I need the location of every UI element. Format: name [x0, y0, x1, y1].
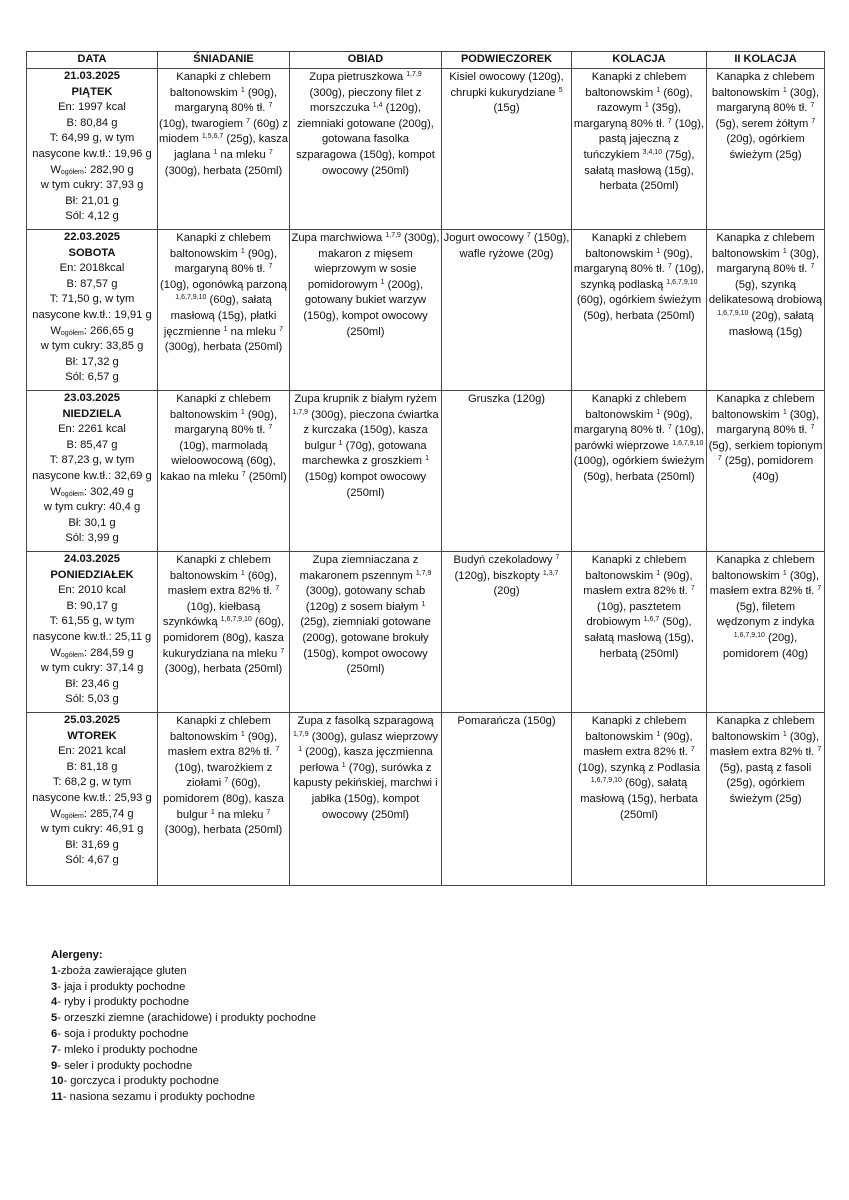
meal-cell-afternoon-snack — [442, 230, 572, 391]
nutrition-stat: w tym cukry: 40,4 g — [43, 501, 141, 514]
meal-cell-second-dinner — [707, 230, 825, 391]
meal-cell-breakfast — [158, 713, 290, 886]
allergen-number: 4 — [51, 996, 58, 1009]
meal-description: Zupa z fasolką szparagową $^{1,7,9}$ (300g), gulasz wieprzowy $^1$ (200g), kasza jęczmienna perłowa $^1$ (70g), surówka z kapusty pekińskiej, marchwi i jabłka (150g), kompot owocowy (250ml) — [293, 715, 438, 821]
nutrition-stat: B: 81,18 g — [66, 760, 118, 773]
allergen-item — [51, 1043, 316, 1059]
day-summary-cell — [27, 391, 158, 552]
column-header-dinner: KOLACJA — [572, 52, 707, 69]
nutrition-stat: Bł: 23,46 g — [65, 677, 119, 690]
nutrition-stat: w tym cukry: 33,85 g — [40, 340, 144, 353]
allergen-description: - orzeszki ziemne (arachidowe) i produkty pochodne — [57, 1012, 316, 1025]
meal-cell-second-dinner — [707, 391, 825, 552]
day-name: PONIEDZIAŁEK — [50, 568, 134, 581]
day-row — [27, 713, 825, 886]
nutrition-stat: $W_{ogółem}$: 285,74 g — [50, 807, 134, 820]
nutrition-stat: En: 2010 kcal — [58, 584, 126, 597]
meal-description: Kanapki z chlebem baltonowskim $^1$ (90g), margaryną 80% tł. $^7$ (10g), parówki wieprzowe $^{1,6,7,9,10}$ (100g), ogórkiem świeżym (50g), herbata (250ml) — [573, 393, 705, 483]
column-header-afternoon-snack: PODWIECZOREK — [442, 52, 572, 69]
nutrition-stat: $W_{ogółem}$: 266,65 g — [50, 324, 134, 337]
nutrition-stat: En: 1997 kcal — [58, 101, 126, 114]
allergen-description: - gorczyca i produkty pochodne — [63, 1075, 219, 1088]
nutrition-stat: Bł: 30,1 g — [68, 516, 116, 529]
nutrition-stat: T: 68,2 g, w tym nasycone kw.tł.: 25,93 g — [32, 776, 152, 804]
day-row — [27, 69, 825, 230]
allergen-list — [51, 964, 316, 1106]
day-date: 24.03.2025 — [64, 553, 120, 565]
day-summary-cell — [27, 230, 158, 391]
allergen-item — [51, 1027, 316, 1043]
allergen-legend-title: Alergeny: — [51, 949, 103, 961]
nutrition-stat: B: 85,47 g — [66, 438, 118, 451]
meal-cell-breakfast — [158, 391, 290, 552]
meal-cell-afternoon-snack — [442, 69, 572, 230]
meal-description: Jogurt owocowy $^7$ (150g), wafle ryżowe (20g) — [443, 232, 570, 260]
nutrition-stat: En: 2261 kcal — [58, 423, 126, 436]
meal-plan-table — [26, 51, 825, 886]
meal-cell-breakfast — [158, 69, 290, 230]
nutrition-stat: T: 61,55 g, w tym nasycone kw.tł.: 25,11 g — [32, 615, 152, 643]
meal-description: Kanapki z chlebem baltonowskim $^1$ (90g), margaryną 80% tł. $^7$ (10g), marmoladą wieloowocową (60g), kakao na mleku $^7$ (250ml) — [160, 393, 287, 483]
allergen-description: - jaja i produkty pochodne — [57, 980, 186, 993]
column-header-date: DATA — [27, 52, 158, 69]
nutrition-stat: B: 87,57 g — [66, 277, 118, 290]
meal-description: Kanapka z chlebem baltonowskim $^1$ (30g), margaryną 80% tł. $^7$ (5g), szynką delikatesową drobiową $^{1,6,7,9,10}$ (20g), sałatą masłową (15g) — [708, 232, 823, 338]
nutrition-stat: B: 90,17 g — [66, 599, 118, 612]
meal-cell-dinner — [572, 552, 707, 713]
meal-description: Pomarańcza (150g) — [457, 715, 556, 727]
nutrition-stat: Sól: 3,99 g — [65, 532, 119, 545]
meal-cell-breakfast — [158, 552, 290, 713]
nutrition-stat: Bł: 17,32 g — [65, 355, 119, 368]
allergen-item — [51, 964, 316, 980]
meal-description: Zupa marchwiowa $^{1,7,9}$ (300g), makaron z mięsem wieprzowym w sosie pomidorowym $^1$ (200g), gotowany bukiet warzyw (150g), kompot owocowy (250ml) — [291, 232, 440, 338]
nutrition-stat: Sól: 4,67 g — [65, 854, 119, 867]
allergen-description: - soja i produkty pochodne — [57, 1027, 189, 1040]
meal-cell-afternoon-snack — [442, 391, 572, 552]
meal-description: Zupa pietruszkowa $^{1,7,9}$ (300g), pieczony filet z morszczuka $^{1,4}$ (120g), ziemniaki gotowane (200g), gotowana fasolka szparagowa (150g), kompot owocowy (250ml) — [296, 71, 435, 177]
nutrition-stat: T: 64,99 g, w tym nasycone kw.tł.: 19,96 g — [32, 132, 152, 160]
meal-description: Gruszka (120g) — [467, 393, 546, 405]
meal-cell-second-dinner — [707, 69, 825, 230]
nutrition-stat: Sól: 5,03 g — [65, 693, 119, 706]
meal-description: Kanapka z chlebem baltonowskim $^1$ (30g), margaryną 80% tł. $^7$ (5g), serkiem topionym $^7$ (25g), pomidorem (40g) — [708, 393, 823, 483]
nutrition-stat: $W_{ogółem}$: 302,49 g — [50, 485, 134, 498]
day-row — [27, 391, 825, 552]
allergen-number: 10 — [51, 1075, 64, 1088]
nutrition-stat: Bł: 21,01 g — [65, 194, 119, 207]
meal-description: Kanapki z chlebem baltonowskim $^1$ (90g), masłem extra 82% tł. $^7$ (10g), twarożkiem z ziołami $^7$ (60g), pomidorem (80g), kasza bulgur $^1$ na mleku $^7$ (300g), herbata (250ml) — [163, 715, 284, 837]
meal-cell-lunch — [290, 230, 442, 391]
day-summary-cell — [27, 713, 158, 886]
meal-description: Kanapki z chlebem baltonowskim $^1$ (90g), margaryną 80% tł. $^7$ (10g), szynką podlaską $^{1,6,7,9,10}$ (60g), ogórkiem świeżym (50g), herbata (250ml) — [573, 232, 705, 322]
meal-description: Kanapka z chlebem baltonowskim $^1$ (30g), masłem extra 82% tł. $^7$ (5g), filetem wędzonym z indyka $^{1,6,7,9,10}$ (20g), pomidorem (40g) — [709, 554, 822, 660]
nutrition-stat: w tym cukry: 46,91 g — [40, 823, 144, 836]
allergen-item — [51, 995, 316, 1011]
nutrition-stat: w tym cukry: 37,93 g — [40, 179, 144, 192]
day-row — [27, 552, 825, 713]
allergen-item — [51, 1011, 316, 1027]
meal-description: Kanapka z chlebem baltonowskim $^1$ (30g), margaryną 80% tł. $^7$ (5g), serem żółtym $^7$ (20g), ogórkiem świeżym (25g) — [711, 71, 820, 161]
meal-description: Kanapki z chlebem baltonowskim $^1$ (90g), masłem extra 82% tł. $^7$ (10g), szynką z Podlasia $^{1,6,7,9,10}$ (60g), sałatą masłową (15g), herbata (250ml) — [578, 715, 700, 821]
meal-description: Zupa ziemniaczana z makaronem pszennym $^{1,7,9}$ (300g), gotowany schab (120g) z sosem białym $^1$ (25g), ziemniaki gotowane (200g), gotowane brokuły (150g), kompot owocowy (250ml) — [299, 554, 432, 676]
nutrition-stat: T: 71,50 g, w tym nasycone kw.tł.: 19,91 g — [32, 293, 152, 321]
nutrition-stat: $W_{ogółem}$: 282,90 g — [50, 163, 134, 176]
allergen-item — [51, 1090, 316, 1106]
meal-description: Kanapki z chlebem baltonowskim $^1$ (90g), margaryną 80% tł. $^7$ (10g), ogonówką parzoną $^{1,6,7,9,10}$ (60g), sałatą masłową (15g), płatki jęczmienne $^1$ na mleku $^7$ (300g), herbata (250ml) — [160, 232, 287, 354]
header-row — [27, 52, 825, 69]
nutrition-stat: Sól: 4,12 g — [65, 210, 119, 223]
meal-cell-dinner — [572, 69, 707, 230]
allergen-number: 3 — [51, 980, 58, 993]
meal-description: Kanapka z chlebem baltonowskim $^1$ (30g), masłem extra 82% tł. $^7$ (5g), pastą z fasoli (25g), ogórkiem świeżym (25g) — [709, 715, 822, 805]
column-header-lunch: OBIAD — [290, 52, 442, 69]
nutrition-stat: Sól: 6,57 g — [65, 371, 119, 384]
day-row — [27, 230, 825, 391]
allergen-description: - ryby i produkty pochodne — [57, 996, 190, 1009]
meal-cell-lunch — [290, 552, 442, 713]
meal-cell-dinner — [572, 230, 707, 391]
day-name: NIEDZIELA — [62, 407, 122, 420]
allergen-item — [51, 980, 316, 996]
nutrition-stat: B: 80,84 g — [66, 116, 118, 129]
meal-cell-dinner — [572, 391, 707, 552]
meal-cell-afternoon-snack — [442, 713, 572, 886]
nutrition-stat: T: 87,23 g, w tym nasycone kw.tł.: 32,69 g — [32, 454, 152, 482]
meal-cell-breakfast — [158, 230, 290, 391]
meal-description: Budyń czekoladowy $^7$ (120g), biszkopty $^{1,3,7}$ (20g) — [453, 554, 560, 598]
nutrition-stat: En: 2021 kcal — [58, 745, 126, 758]
meal-description: Kisiel owocowy (120g), chrupki kukurydziane $^5$ (15g) — [449, 71, 564, 115]
allergen-description: - seler i produkty pochodne — [57, 1059, 193, 1072]
allergen-description: -zboża zawierające gluten — [57, 964, 187, 977]
allergen-number: 7 — [51, 1043, 58, 1056]
meal-cell-second-dinner — [707, 713, 825, 886]
allergen-description: - mleko i produkty pochodne — [57, 1043, 198, 1056]
allergen-number: 6 — [51, 1027, 58, 1040]
day-date: 23.03.2025 — [64, 392, 120, 404]
nutrition-stat: w tym cukry: 37,14 g — [40, 662, 144, 675]
nutrition-stat: En: 2018kcal — [59, 262, 125, 275]
allergen-description: - nasiona sezamu i produkty pochodne — [62, 1091, 255, 1104]
meal-cell-lunch — [290, 69, 442, 230]
day-summary-cell — [27, 69, 158, 230]
meal-description: Kanapki z chlebem baltonowskim $^1$ (60g), razowym $^1$ (35g), margaryną 80% tł. $^7$ (10g), pastą jajeczną z tuńczykiem $^{3,4,10}$ (75g), sałatą masłową (15g), herbata (250ml) — [573, 71, 705, 193]
allergen-number: 1 — [51, 964, 58, 977]
day-name: WTOREK — [67, 729, 117, 742]
meal-description: Kanapki z chlebem baltonowskim $^1$ (90g), margaryną 80% tł. $^7$ (10g), twarogiem $^7$ (60g) z miodem $^{1,5,6,7}$ (25g), kasza jaglana $^1$ na mleku $^7$ (300g), herbata (250ml) — [159, 71, 288, 177]
allergen-item — [51, 1059, 316, 1075]
allergen-number: 9 — [51, 1059, 58, 1072]
allergen-number: 5 — [51, 1012, 58, 1025]
column-header-second-dinner: II KOLACJA — [707, 52, 825, 69]
meal-cell-lunch — [290, 391, 442, 552]
meal-description: Kanapki z chlebem baltonowskim $^1$ (60g), masłem extra 82% tł. $^7$ (10g), kiełbasą szynkówką $^{1,6,7,9,10}$ (60g), pomidorem (80g), kasza kukurydziana na mleku $^7$ (300g), herbata (250ml) — [162, 554, 285, 676]
nutrition-stat: $W_{ogółem}$: 284,59 g — [50, 646, 134, 659]
nutrition-stat: Bł: 31,69 g — [65, 838, 119, 851]
meal-cell-second-dinner — [707, 552, 825, 713]
meal-cell-afternoon-snack — [442, 552, 572, 713]
day-date: 25.03.2025 — [64, 714, 120, 726]
meal-description: Zupa krupnik z białym ryżem $^{1,7,9}$ (300g), pieczona ćwiartka z kurczaka (150g), kasza bulgur $^1$ (70g), gotowana marchewka z groszkiem $^1$ (150g) kompot owocowy (250ml) — [292, 393, 439, 499]
day-name: PIĄTEK — [71, 85, 113, 98]
allergen-number: 11 — [51, 1091, 63, 1104]
meal-description: Kanapki z chlebem baltonowskim $^1$ (90g), masłem extra 82% tł. $^7$ (10g), pasztetem drobiowym $^{1,6,7}$ (50g), sałatą masłową (15g), herbatą (250ml) — [583, 554, 695, 660]
allergen-legend — [51, 948, 316, 1106]
day-date: 22.03.2025 — [64, 231, 120, 243]
day-summary-cell — [27, 552, 158, 713]
meal-cell-lunch — [290, 713, 442, 886]
column-header-breakfast: ŚNIADANIE — [158, 52, 290, 69]
meal-cell-dinner — [572, 713, 707, 886]
allergen-item — [51, 1074, 316, 1090]
day-date: 21.03.2025 — [64, 70, 120, 82]
day-name: SOBOTA — [68, 246, 116, 259]
